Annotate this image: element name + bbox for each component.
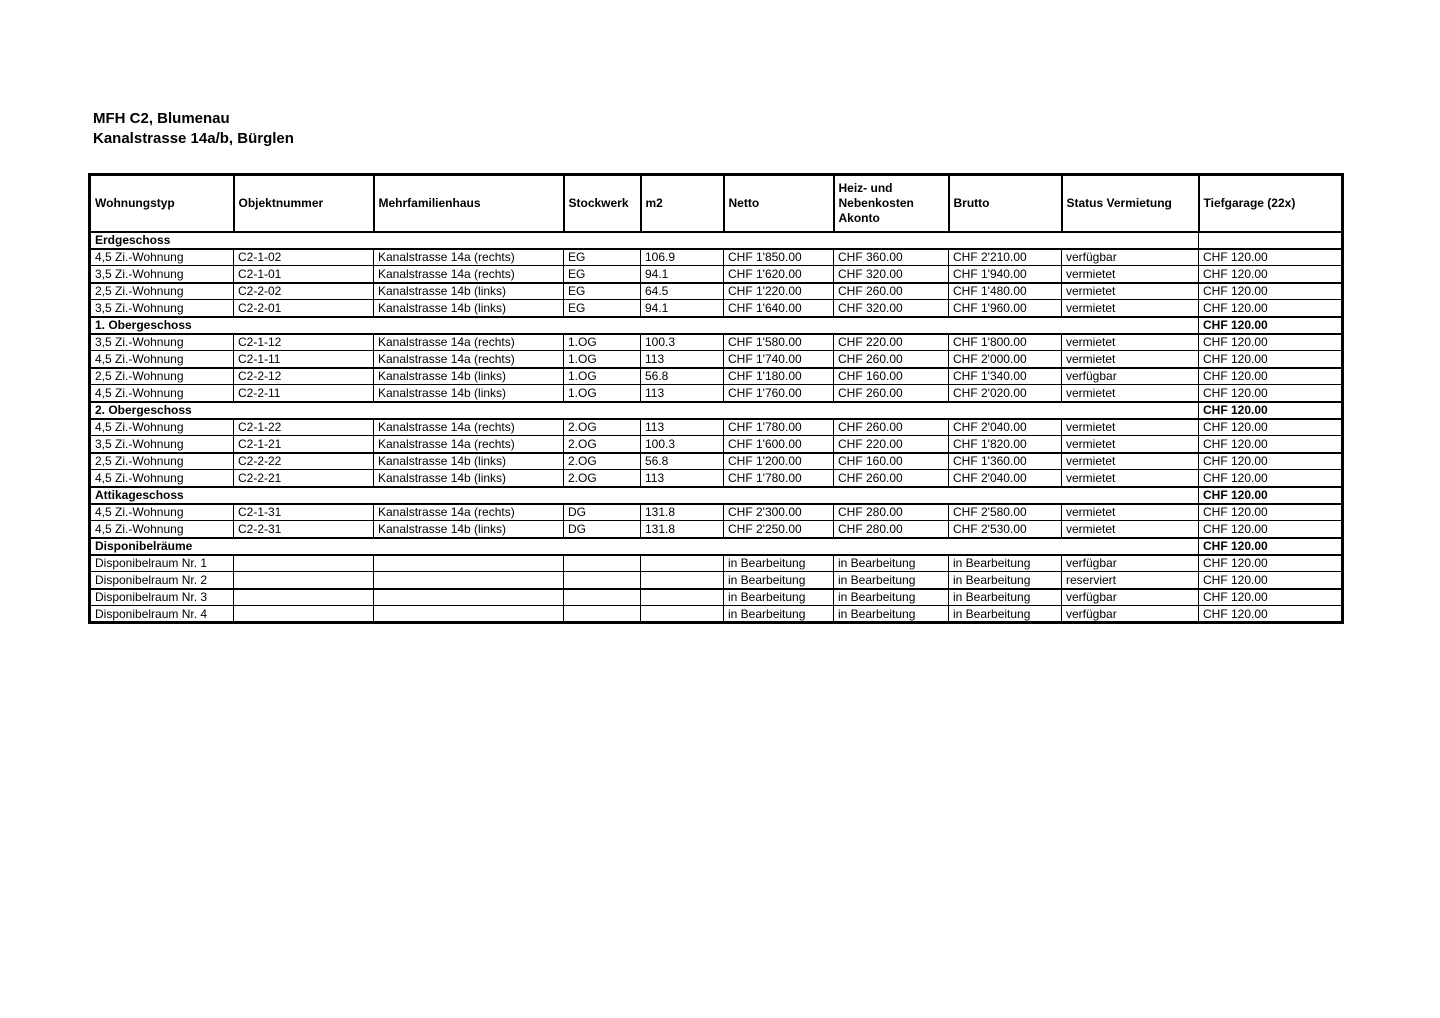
cell-stockwerk: 2.OG (564, 436, 641, 453)
cell-tiefgarage: CHF 120.00 (1199, 470, 1343, 487)
table-row (90, 249, 1343, 266)
cell-mehrfamilienhaus: Kanalstrasse 14b (links) (374, 300, 564, 317)
cell-m2: 131.8 (641, 521, 724, 538)
cell-brutto: CHF 1'940.00 (949, 266, 1062, 283)
section-label: Erdgeschoss (90, 232, 1199, 249)
section-row (90, 538, 1343, 555)
cell-status: vermietet (1062, 300, 1199, 317)
cell-tiefgarage: CHF 120.00 (1199, 572, 1343, 589)
cell-netto: in Bearbeitung (724, 606, 834, 623)
cell-wohnungstyp: 2,5 Zi.-Wohnung (90, 368, 234, 385)
cell-heiz: in Bearbeitung (834, 606, 949, 623)
cell-objektnummer: C2-2-31 (234, 521, 374, 538)
cell-netto: CHF 1'220.00 (724, 283, 834, 300)
column-header-wohnungstyp: Wohnungstyp (90, 175, 234, 232)
cell-netto: CHF 2'250.00 (724, 521, 834, 538)
cell-heiz: in Bearbeitung (834, 572, 949, 589)
table-row (90, 300, 1343, 317)
cell-stockwerk (564, 606, 641, 623)
table-row (90, 385, 1343, 402)
cell-netto: CHF 1'780.00 (724, 470, 834, 487)
cell-netto: in Bearbeitung (724, 589, 834, 606)
cell-objektnummer: C2-1-11 (234, 351, 374, 368)
table-row (90, 334, 1343, 351)
cell-stockwerk: EG (564, 249, 641, 266)
cell-brutto: CHF 2'580.00 (949, 504, 1062, 521)
cell-stockwerk: DG (564, 504, 641, 521)
table-row (90, 419, 1343, 436)
cell-mehrfamilienhaus: Kanalstrasse 14b (links) (374, 453, 564, 470)
cell-heiz: CHF 260.00 (834, 385, 949, 402)
cell-wohnungstyp: 4,5 Zi.-Wohnung (90, 249, 234, 266)
cell-mehrfamilienhaus: Kanalstrasse 14a (rechts) (374, 266, 564, 283)
cell-brutto: in Bearbeitung (949, 555, 1062, 572)
cell-objektnummer: C2-2-11 (234, 385, 374, 402)
cell-m2: 131.8 (641, 504, 724, 521)
cell-objektnummer: C2-1-01 (234, 266, 374, 283)
cell-brutto: CHF 1'960.00 (949, 300, 1062, 317)
cell-stockwerk: 2.OG (564, 419, 641, 436)
cell-wohnungstyp: Disponibelraum Nr. 3 (90, 589, 234, 606)
cell-objektnummer: C2-2-21 (234, 470, 374, 487)
cell-netto: CHF 1'180.00 (724, 368, 834, 385)
cell-objektnummer: C2-1-21 (234, 436, 374, 453)
cell-netto: CHF 2'300.00 (724, 504, 834, 521)
cell-mehrfamilienhaus (374, 572, 564, 589)
cell-wohnungstyp: 3,5 Zi.-Wohnung (90, 436, 234, 453)
header-row (90, 175, 1343, 232)
cell-netto: CHF 1'850.00 (724, 249, 834, 266)
table-row (90, 555, 1343, 572)
cell-mehrfamilienhaus (374, 606, 564, 623)
cell-status: verfügbar (1062, 589, 1199, 606)
cell-stockwerk: 2.OG (564, 453, 641, 470)
cell-m2 (641, 606, 724, 623)
cell-wohnungstyp: 4,5 Zi.-Wohnung (90, 521, 234, 538)
cell-status: verfügbar (1062, 606, 1199, 623)
cell-tiefgarage: CHF 120.00 (1199, 266, 1343, 283)
cell-tiefgarage: CHF 120.00 (1199, 504, 1343, 521)
cell-wohnungstyp: 3,5 Zi.-Wohnung (90, 266, 234, 283)
cell-mehrfamilienhaus: Kanalstrasse 14b (links) (374, 368, 564, 385)
cell-wohnungstyp: 3,5 Zi.-Wohnung (90, 334, 234, 351)
cell-status: vermietet (1062, 453, 1199, 470)
cell-m2: 56.8 (641, 368, 724, 385)
cell-m2: 100.3 (641, 436, 724, 453)
cell-mehrfamilienhaus: Kanalstrasse 14a (rechts) (374, 419, 564, 436)
cell-tiefgarage: CHF 120.00 (1199, 334, 1343, 351)
cell-tiefgarage: CHF 120.00 (1199, 300, 1343, 317)
cell-objektnummer: C2-1-22 (234, 419, 374, 436)
cell-m2: 106.9 (641, 249, 724, 266)
cell-tiefgarage: CHF 120.00 (1199, 317, 1343, 334)
cell-tiefgarage: CHF 120.00 (1199, 283, 1343, 300)
cell-objektnummer: C2-2-12 (234, 368, 374, 385)
cell-netto: CHF 1'780.00 (724, 419, 834, 436)
cell-objektnummer (234, 572, 374, 589)
cell-netto: CHF 1'200.00 (724, 453, 834, 470)
cell-m2: 56.8 (641, 453, 724, 470)
cell-netto: CHF 1'580.00 (724, 334, 834, 351)
cell-mehrfamilienhaus: Kanalstrasse 14a (rechts) (374, 249, 564, 266)
cell-stockwerk (564, 589, 641, 606)
cell-status: vermietet (1062, 436, 1199, 453)
cell-stockwerk (564, 572, 641, 589)
table-row (90, 436, 1343, 453)
cell-wohnungstyp: 4,5 Zi.-Wohnung (90, 385, 234, 402)
cell-netto: CHF 1'620.00 (724, 266, 834, 283)
cell-wohnungstyp: 4,5 Zi.-Wohnung (90, 470, 234, 487)
cell-mehrfamilienhaus (374, 589, 564, 606)
cell-netto: in Bearbeitung (724, 555, 834, 572)
cell-stockwerk: 1.OG (564, 368, 641, 385)
cell-m2: 94.1 (641, 300, 724, 317)
cell-objektnummer: C2-2-22 (234, 453, 374, 470)
column-header-status: Status Vermietung (1062, 175, 1199, 232)
cell-objektnummer: C2-2-02 (234, 283, 374, 300)
document-title-line2: Kanalstrasse 14a/b, Bürglen (93, 130, 294, 147)
cell-heiz: in Bearbeitung (834, 555, 949, 572)
cell-brutto: CHF 1'800.00 (949, 334, 1062, 351)
cell-stockwerk: 2.OG (564, 470, 641, 487)
column-header-objektnummer: Objektnummer (234, 175, 374, 232)
table-row (90, 572, 1343, 589)
cell-stockwerk: 1.OG (564, 334, 641, 351)
cell-heiz: CHF 280.00 (834, 521, 949, 538)
cell-heiz: CHF 360.00 (834, 249, 949, 266)
section-label: Disponibelräume (90, 538, 1199, 555)
table-row (90, 606, 1343, 623)
cell-heiz: CHF 220.00 (834, 436, 949, 453)
table-row (90, 351, 1343, 368)
cell-brutto: CHF 1'820.00 (949, 436, 1062, 453)
cell-brutto: CHF 2'530.00 (949, 521, 1062, 538)
cell-m2: 113 (641, 470, 724, 487)
cell-objektnummer (234, 589, 374, 606)
cell-mehrfamilienhaus: Kanalstrasse 14b (links) (374, 521, 564, 538)
section-row (90, 232, 1343, 249)
cell-brutto: CHF 1'340.00 (949, 368, 1062, 385)
section-row (90, 402, 1343, 419)
cell-wohnungstyp: 3,5 Zi.-Wohnung (90, 300, 234, 317)
cell-wohnungstyp: 2,5 Zi.-Wohnung (90, 283, 234, 300)
cell-tiefgarage: CHF 120.00 (1199, 555, 1343, 572)
cell-brutto: CHF 2'020.00 (949, 385, 1062, 402)
cell-wohnungstyp: Disponibelraum Nr. 4 (90, 606, 234, 623)
cell-brutto: in Bearbeitung (949, 572, 1062, 589)
cell-m2: 113 (641, 351, 724, 368)
cell-m2 (641, 572, 724, 589)
cell-mehrfamilienhaus (374, 555, 564, 572)
cell-brutto: in Bearbeitung (949, 606, 1062, 623)
cell-stockwerk: EG (564, 266, 641, 283)
cell-brutto: CHF 2'040.00 (949, 419, 1062, 436)
section-row (90, 487, 1343, 504)
cell-tiefgarage: CHF 120.00 (1199, 453, 1343, 470)
cell-heiz: CHF 260.00 (834, 419, 949, 436)
cell-tiefgarage: CHF 120.00 (1199, 436, 1343, 453)
cell-tiefgarage: CHF 120.00 (1199, 385, 1343, 402)
column-header-mehrfamilienhaus: Mehrfamilienhaus (374, 175, 564, 232)
cell-tiefgarage (1199, 232, 1343, 249)
cell-brutto: CHF 2'000.00 (949, 351, 1062, 368)
table-row (90, 521, 1343, 538)
cell-brutto: CHF 2'210.00 (949, 249, 1062, 266)
cell-wohnungstyp: 2,5 Zi.-Wohnung (90, 453, 234, 470)
cell-stockwerk: EG (564, 300, 641, 317)
cell-stockwerk: 1.OG (564, 385, 641, 402)
cell-status: vermietet (1062, 470, 1199, 487)
table-row (90, 589, 1343, 606)
cell-heiz: CHF 320.00 (834, 300, 949, 317)
cell-brutto: in Bearbeitung (949, 589, 1062, 606)
section-label: 2. Obergeschoss (90, 402, 1199, 419)
section-row (90, 317, 1343, 334)
cell-status: vermietet (1062, 385, 1199, 402)
column-header-stockwerk: Stockwerk (564, 175, 641, 232)
table-row (90, 266, 1343, 283)
cell-status: vermietet (1062, 351, 1199, 368)
cell-tiefgarage: CHF 120.00 (1199, 521, 1343, 538)
cell-status: verfügbar (1062, 555, 1199, 572)
table-row (90, 283, 1343, 300)
cell-objektnummer: C2-1-12 (234, 334, 374, 351)
cell-m2 (641, 555, 724, 572)
cell-status: vermietet (1062, 283, 1199, 300)
cell-wohnungstyp: 4,5 Zi.-Wohnung (90, 419, 234, 436)
cell-wohnungstyp: 4,5 Zi.-Wohnung (90, 504, 234, 521)
cell-status: reserviert (1062, 572, 1199, 589)
table-row (90, 453, 1343, 470)
cell-heiz: CHF 260.00 (834, 283, 949, 300)
cell-heiz: in Bearbeitung (834, 589, 949, 606)
cell-objektnummer: C2-1-31 (234, 504, 374, 521)
section-label: Attikageschoss (90, 487, 1199, 504)
cell-tiefgarage: CHF 120.00 (1199, 487, 1343, 504)
table-row (90, 470, 1343, 487)
section-label: 1. Obergeschoss (90, 317, 1199, 334)
cell-status: verfügbar (1062, 368, 1199, 385)
cell-mehrfamilienhaus: Kanalstrasse 14a (rechts) (374, 436, 564, 453)
rental-table (88, 173, 1344, 624)
cell-status: verfügbar (1062, 249, 1199, 266)
cell-m2: 100.3 (641, 334, 724, 351)
cell-tiefgarage: CHF 120.00 (1199, 589, 1343, 606)
cell-netto: CHF 1'760.00 (724, 385, 834, 402)
cell-objektnummer (234, 555, 374, 572)
cell-mehrfamilienhaus: Kanalstrasse 14a (rechts) (374, 504, 564, 521)
cell-heiz: CHF 260.00 (834, 470, 949, 487)
column-header-heiz: Heiz- und Nebenkosten Akonto (834, 175, 949, 232)
cell-netto: CHF 1'600.00 (724, 436, 834, 453)
cell-tiefgarage: CHF 120.00 (1199, 538, 1343, 555)
cell-m2 (641, 589, 724, 606)
table-body (90, 232, 1343, 623)
table-row (90, 368, 1343, 385)
cell-tiefgarage: CHF 120.00 (1199, 249, 1343, 266)
cell-mehrfamilienhaus: Kanalstrasse 14b (links) (374, 385, 564, 402)
cell-m2: 113 (641, 419, 724, 436)
cell-wohnungstyp: Disponibelraum Nr. 2 (90, 572, 234, 589)
cell-mehrfamilienhaus: Kanalstrasse 14a (rechts) (374, 334, 564, 351)
cell-tiefgarage: CHF 120.00 (1199, 419, 1343, 436)
document-title (93, 109, 294, 149)
cell-tiefgarage: CHF 120.00 (1199, 351, 1343, 368)
cell-tiefgarage: CHF 120.00 (1199, 368, 1343, 385)
cell-heiz: CHF 220.00 (834, 334, 949, 351)
table-row (90, 504, 1343, 521)
document-title-line1: MFH C2, Blumenau (93, 110, 230, 127)
cell-mehrfamilienhaus: Kanalstrasse 14b (links) (374, 283, 564, 300)
cell-brutto: CHF 2'040.00 (949, 470, 1062, 487)
cell-status: vermietet (1062, 504, 1199, 521)
cell-heiz: CHF 160.00 (834, 368, 949, 385)
cell-objektnummer (234, 606, 374, 623)
cell-stockwerk: DG (564, 521, 641, 538)
cell-tiefgarage: CHF 120.00 (1199, 402, 1343, 419)
cell-heiz: CHF 280.00 (834, 504, 949, 521)
cell-netto: CHF 1'740.00 (724, 351, 834, 368)
column-header-m2: m2 (641, 175, 724, 232)
cell-heiz: CHF 260.00 (834, 351, 949, 368)
cell-brutto: CHF 1'480.00 (949, 283, 1062, 300)
cell-stockwerk: EG (564, 283, 641, 300)
cell-wohnungstyp: Disponibelraum Nr. 1 (90, 555, 234, 572)
cell-objektnummer: C2-2-01 (234, 300, 374, 317)
cell-status: vermietet (1062, 419, 1199, 436)
column-header-tiefgarage: Tiefgarage (22x) (1199, 175, 1343, 232)
cell-brutto: CHF 1'360.00 (949, 453, 1062, 470)
cell-mehrfamilienhaus: Kanalstrasse 14b (links) (374, 470, 564, 487)
cell-heiz: CHF 160.00 (834, 453, 949, 470)
cell-m2: 64.5 (641, 283, 724, 300)
cell-mehrfamilienhaus: Kanalstrasse 14a (rechts) (374, 351, 564, 368)
cell-status: vermietet (1062, 266, 1199, 283)
cell-status: vermietet (1062, 521, 1199, 538)
cell-heiz: CHF 320.00 (834, 266, 949, 283)
cell-objektnummer: C2-1-02 (234, 249, 374, 266)
cell-status: vermietet (1062, 334, 1199, 351)
column-header-brutto: Brutto (949, 175, 1062, 232)
cell-netto: in Bearbeitung (724, 572, 834, 589)
cell-netto: CHF 1'640.00 (724, 300, 834, 317)
cell-stockwerk (564, 555, 641, 572)
cell-wohnungstyp: 4,5 Zi.-Wohnung (90, 351, 234, 368)
cell-m2: 94.1 (641, 266, 724, 283)
cell-stockwerk: 1.OG (564, 351, 641, 368)
column-header-netto: Netto (724, 175, 834, 232)
cell-m2: 113 (641, 385, 724, 402)
cell-tiefgarage: CHF 120.00 (1199, 606, 1343, 623)
